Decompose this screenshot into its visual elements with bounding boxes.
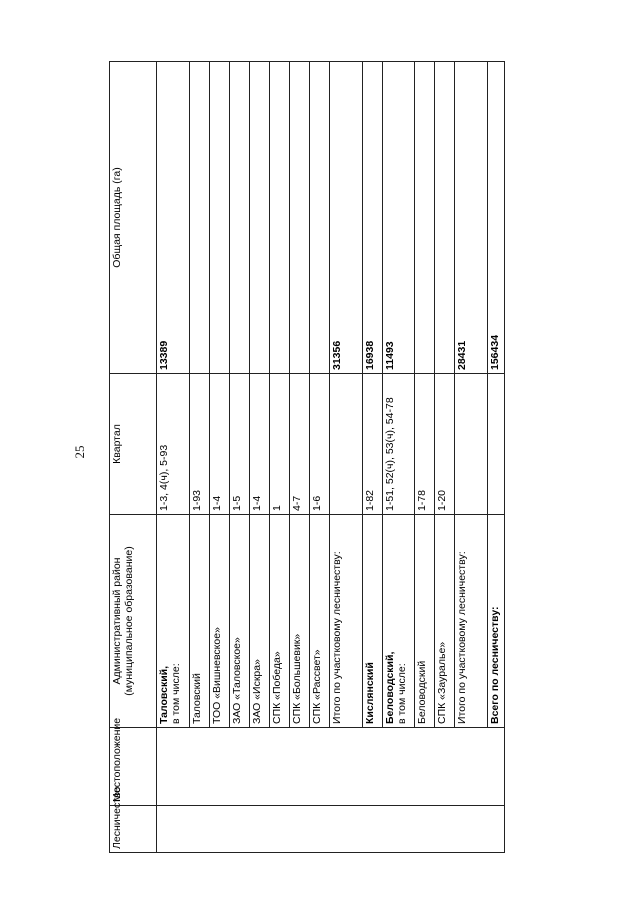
page-number: 25 xyxy=(72,445,87,459)
header-forestry: Лесничество xyxy=(110,806,157,853)
area-cell xyxy=(209,62,229,374)
district-subtitle: в том числе: xyxy=(395,663,408,724)
area-cell: 31356 xyxy=(329,62,362,374)
quarter-cell: 1-6 xyxy=(309,374,329,515)
area-cell xyxy=(249,62,269,374)
forestry-table xyxy=(109,61,505,853)
quarter-cell: 1 xyxy=(269,374,289,515)
header-district: Административный район (муниципальное образование) xyxy=(110,515,157,728)
quarter-cell: 1-51, 52(ч), 53(ч), 54-78 xyxy=(382,374,415,515)
district-subtitle: в том числе: xyxy=(170,663,183,724)
area-cell xyxy=(229,62,249,374)
header-quarter: Квартал xyxy=(110,374,157,515)
header-location: Местоположение xyxy=(110,728,157,806)
area-cell: 156434 xyxy=(488,62,505,374)
district-name: Беловодский, xyxy=(383,651,396,724)
district-cell: ЗАО «Искра» xyxy=(249,515,269,728)
area-cell xyxy=(415,62,435,374)
district-cell: СПК «Большевик» xyxy=(289,515,309,728)
quarter-cell xyxy=(488,374,505,515)
quarter-cell: 1-5 xyxy=(229,374,249,515)
district-cell: Всего по лесничеству: xyxy=(488,515,505,728)
district-cell: Кислянский xyxy=(362,515,382,728)
quarter-cell: 1-82 xyxy=(362,374,382,515)
area-cell: 16938 xyxy=(362,62,382,374)
quarter-cell: 4-7 xyxy=(289,374,309,515)
header-area: Общая площадь (га) xyxy=(110,62,157,374)
location-cell xyxy=(157,728,505,806)
area-cell xyxy=(309,62,329,374)
district-cell: СПК «Зауралье» xyxy=(435,515,455,728)
rotated-table-container xyxy=(109,62,505,853)
table-row xyxy=(157,62,190,853)
area-cell: 13389 xyxy=(157,62,190,374)
district-cell xyxy=(157,515,190,728)
district-cell xyxy=(382,515,415,728)
district-cell: СПК «Рассвет» xyxy=(309,515,329,728)
district-cell: ТОО «Вишневское» xyxy=(209,515,229,728)
district-name: Таловский, xyxy=(158,665,170,724)
quarter-cell: 1-93 xyxy=(189,374,209,515)
area-cell: 11493 xyxy=(382,62,415,374)
area-cell xyxy=(189,62,209,374)
quarter-cell: 1-3, 4(ч), 5-93 xyxy=(157,374,190,515)
quarter-cell: 1-4 xyxy=(209,374,229,515)
quarter-cell xyxy=(329,374,362,515)
forestry-cell xyxy=(157,806,505,853)
district-cell: ЗАО «Таловское» xyxy=(229,515,249,728)
quarter-cell xyxy=(455,374,488,515)
district-cell: Беловодский xyxy=(415,515,435,728)
area-cell xyxy=(289,62,309,374)
district-cell: Итого по участковому лесничеству: xyxy=(329,515,362,728)
header-row xyxy=(110,62,157,853)
district-cell: Таловский xyxy=(189,515,209,728)
quarter-cell: 1-78 xyxy=(415,374,435,515)
district-cell: Итого по участковому лесничеству: xyxy=(455,515,488,728)
quarter-cell: 1-4 xyxy=(249,374,269,515)
quarter-cell: 1-20 xyxy=(435,374,455,515)
area-cell: 28431 xyxy=(455,62,488,374)
area-cell xyxy=(435,62,455,374)
district-cell: СПК «Победа» xyxy=(269,515,289,728)
area-cell xyxy=(269,62,289,374)
